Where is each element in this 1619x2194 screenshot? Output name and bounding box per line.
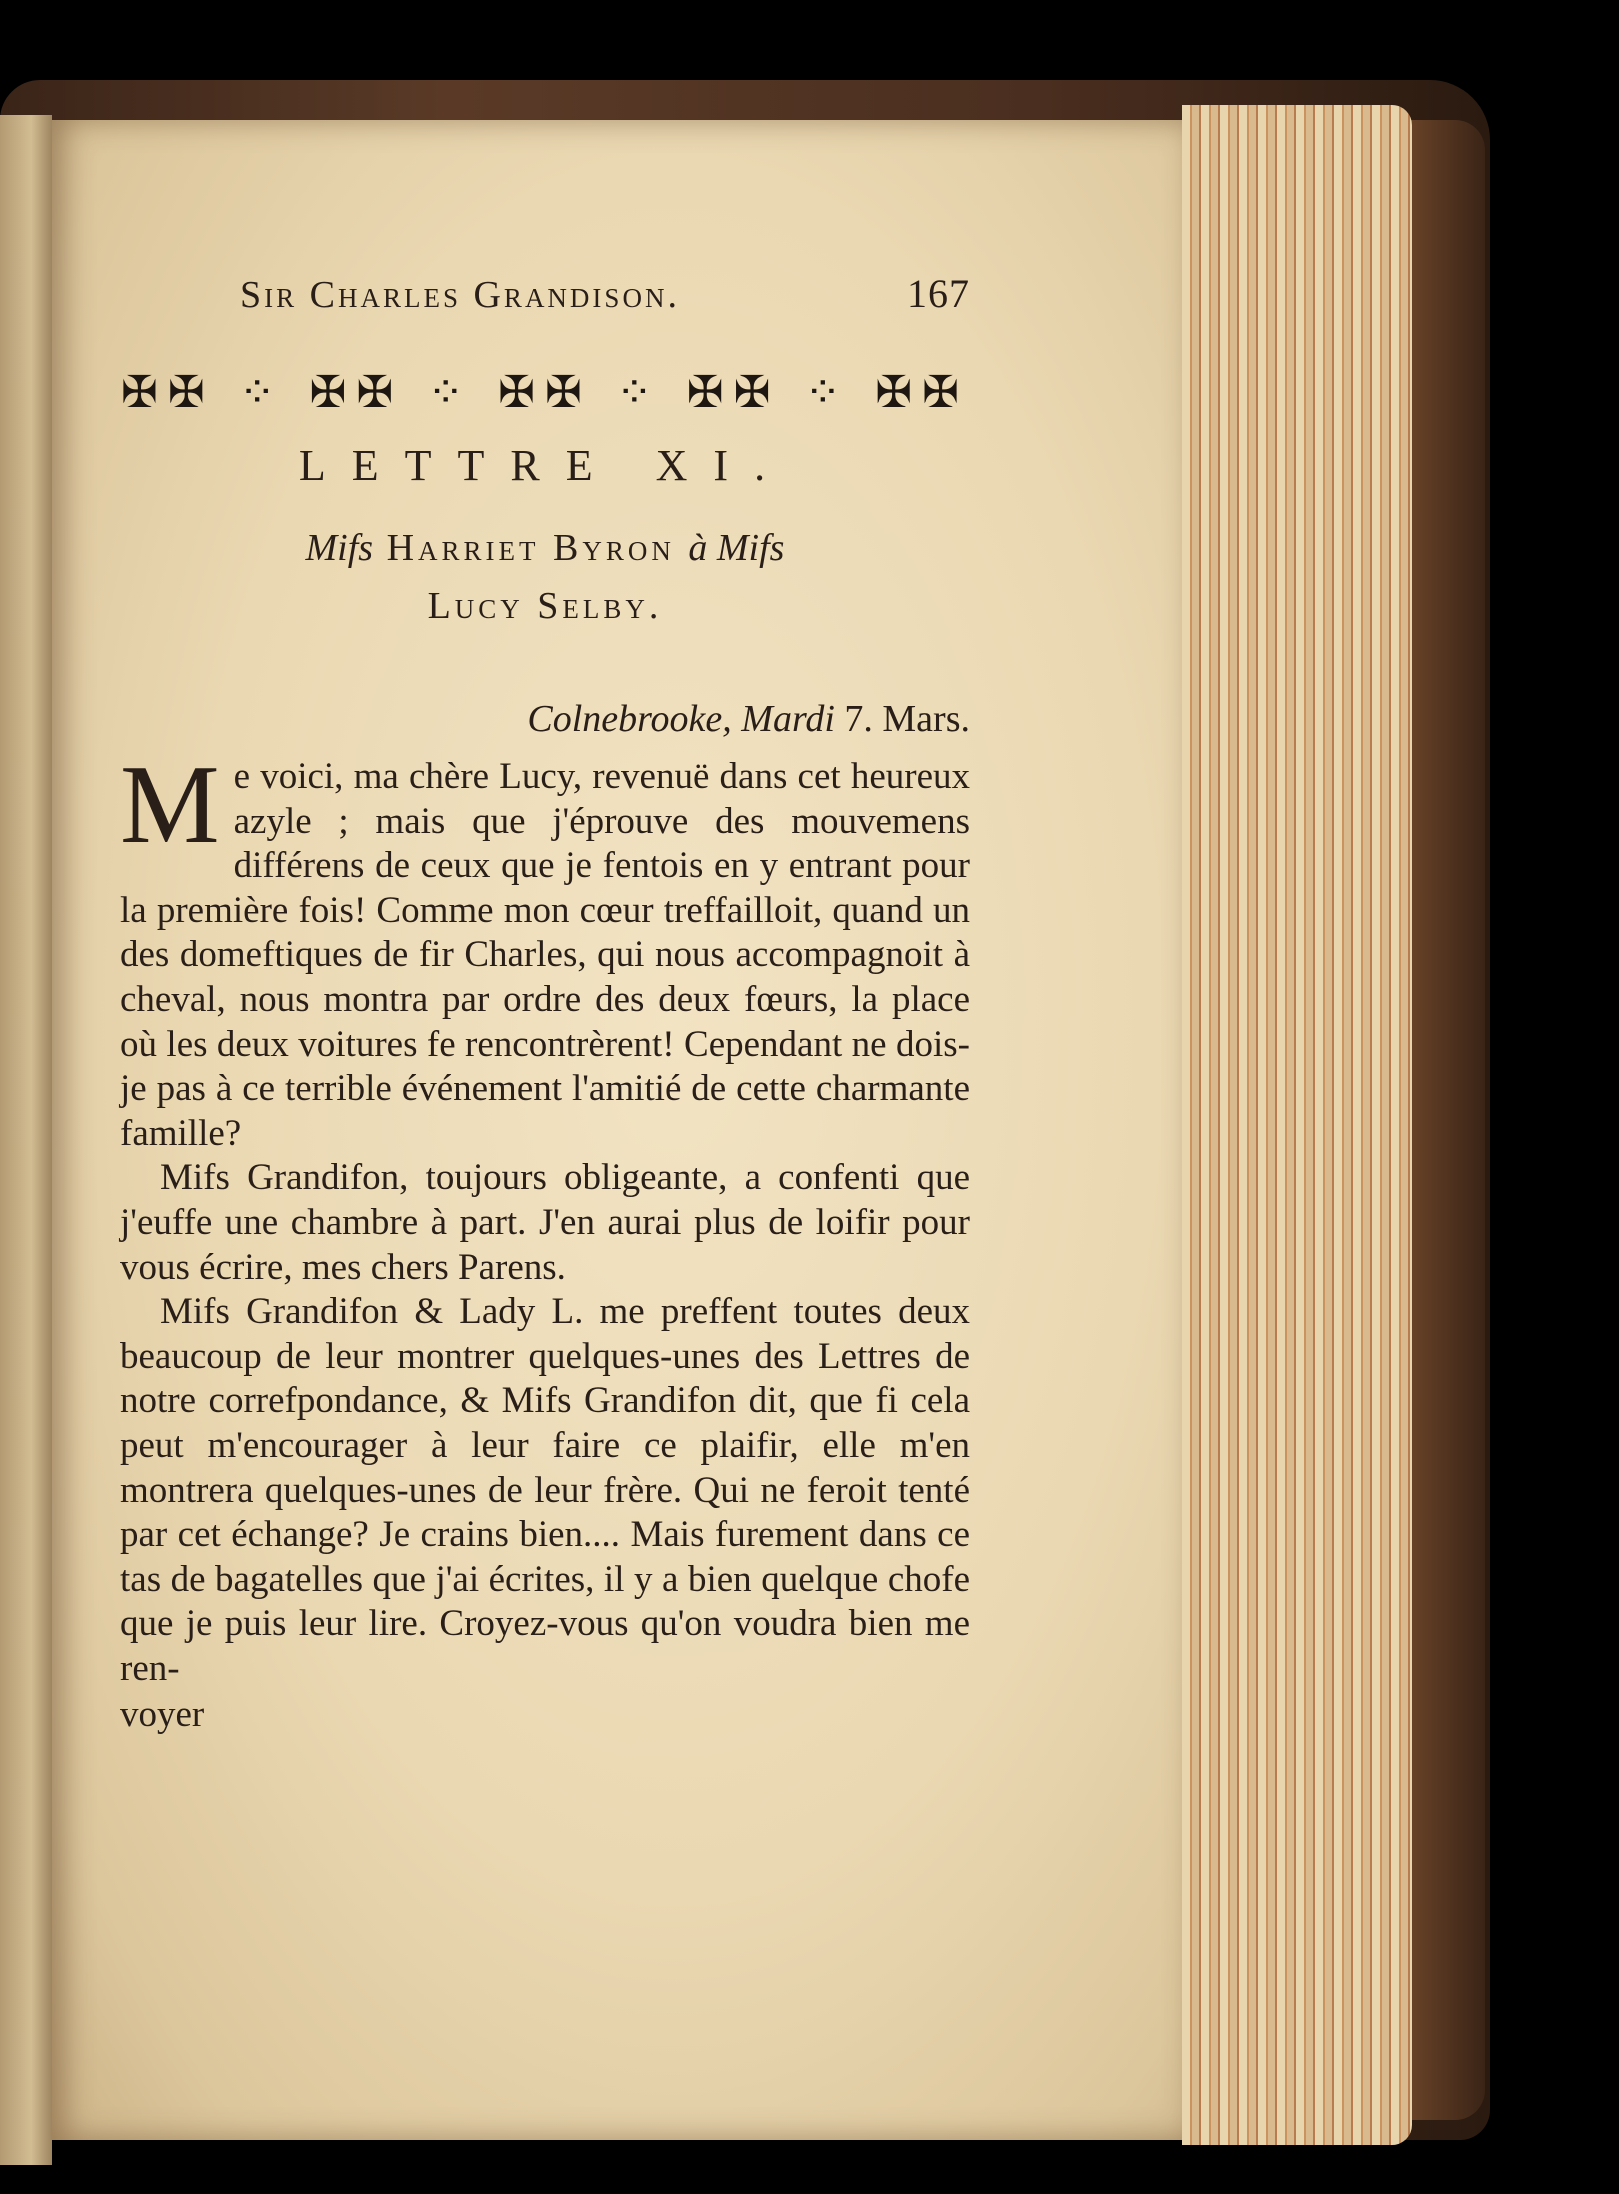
- dateline: [120, 697, 970, 741]
- dateline-place: Colnebrooke, Mardi: [527, 698, 835, 740]
- paragraph-1: [120, 743, 970, 1156]
- paragraph-3: Mifs Grandifon & Lady L. me preffent toutes deux beaucoup de leur montrer quelques-unes des Lettres de notre correfpondance, & Mifs Grandifon dit, que fi cela peut m'encourager à leur faire ce plaifir, elle m'en montrera quelques-unes de leur frère. Qui ne feroit tenté par cet échange? Je crains bien.... Mais furement dans ce tas de bagatelles que j'ai écrites, il y a bien quelque chofe que je puis leur lire. Croyez-vous qu'on voudra bien me ren-: [120, 1291, 970, 1689]
- page-edges: [1182, 105, 1412, 2145]
- running-head-title: Sir Charles Grandison.: [240, 274, 680, 316]
- address-line-2: Lucy Selby.: [427, 585, 663, 627]
- letter-address: [120, 519, 970, 635]
- catchword: voyer: [120, 1694, 205, 1736]
- dateline-day: 7. Mars.: [844, 698, 970, 740]
- page-number: 167: [907, 271, 970, 316]
- address-prefix: Mifs: [305, 527, 374, 569]
- letter-body: [120, 743, 970, 1738]
- letter-heading: LETTRE XI.: [298, 441, 792, 490]
- paragraph-2: Mifs Grandifon, toujours obligeante, a confenti que j'euffe une chambre à part. J'en aurai plus de loifir pour vous écrire, mes chers Parens.: [120, 1157, 970, 1288]
- running-head: [120, 270, 970, 317]
- book-spine: [1405, 120, 1485, 2120]
- drop-cap: M: [120, 743, 220, 867]
- address-suffix: à Mifs: [688, 527, 785, 569]
- page-text-block: [120, 270, 970, 1738]
- ornament-band: ✠✠ ⁘ ✠✠ ⁘ ✠✠ ⁘ ✠✠ ⁘ ✠✠: [120, 367, 970, 418]
- address-sender: Harriet Byron: [386, 527, 675, 569]
- paragraph-1-text: e voici, ma chère Lucy, revenuë dans cet heureux azyle ; mais que j'éprouve des mouvemens différens de ceux que je fentois en y entrant pour la première fois! Comme mon cœur treffailloit, quand un des domeftiques de fir Charles, qui nous accompagnoit à cheval, nous montra par ordre des deux fœurs, la place où les deux voitures fe rencontrèrent! Cependant ne dois-je pas à ce terrible événement l'amitié de cette charmante famille?: [120, 756, 970, 1154]
- previous-page-edge: [0, 115, 52, 2165]
- address-line-1: [120, 519, 970, 577]
